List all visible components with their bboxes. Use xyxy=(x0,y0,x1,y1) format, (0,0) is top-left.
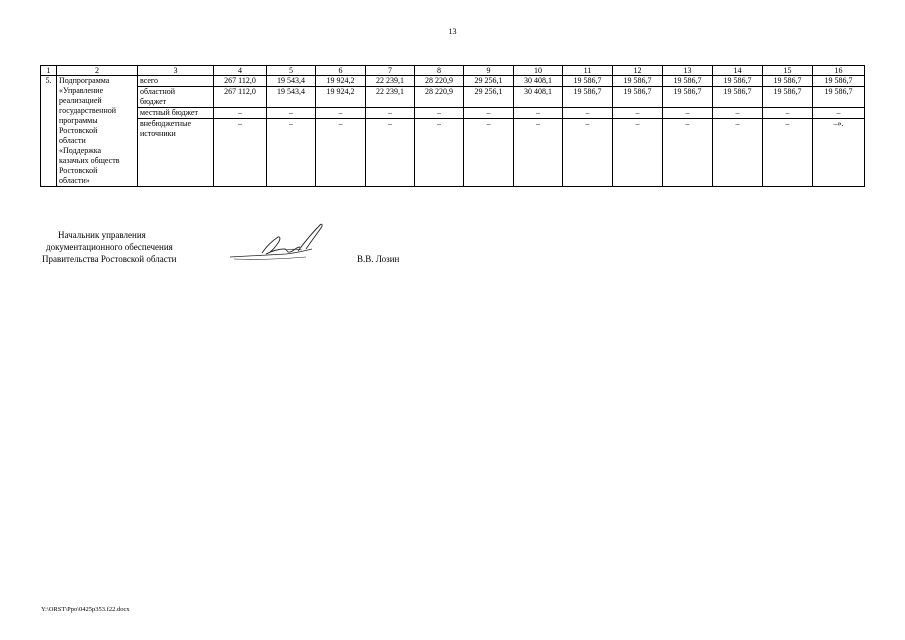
value-cell: – xyxy=(464,119,514,187)
value-cell: 19 586,7 xyxy=(713,76,763,87)
program-name-cell xyxy=(57,76,138,187)
funding-source-cell-line: внебюджетные xyxy=(140,119,191,128)
value-cell: – xyxy=(713,108,763,119)
value-cell: 19 586,7 xyxy=(613,87,663,108)
value-cell: – xyxy=(514,108,563,119)
program-name-cell-line: программы xyxy=(59,116,98,125)
value-cell: 19 586,7 xyxy=(763,76,813,87)
value-cell: – xyxy=(663,108,713,119)
value-cell: 267 112,0 xyxy=(214,87,267,108)
value-cell: – xyxy=(763,108,813,119)
value-cell: 19 586,7 xyxy=(613,76,663,87)
column-number-header: 13 xyxy=(663,66,713,76)
value-cell: 19 586,7 xyxy=(663,76,713,87)
value-cell: 19 586,7 xyxy=(763,87,813,108)
signatory-name: В.В. Лозин xyxy=(357,254,400,264)
value-cell: 19 543,4 xyxy=(267,87,316,108)
value-cell: – xyxy=(563,119,613,187)
value-cell: – xyxy=(214,119,267,187)
funding-source-cell-line: областной xyxy=(140,87,176,96)
value-cell: – xyxy=(316,119,366,187)
table-row xyxy=(41,76,865,87)
value-cell: 19 586,7 xyxy=(663,87,713,108)
funding-source-cell xyxy=(138,87,214,108)
column-number-header: 3 xyxy=(138,66,214,76)
value-cell: – xyxy=(214,108,267,119)
page-number: 13 xyxy=(448,27,457,36)
value-cell: – xyxy=(366,108,415,119)
program-name-cell-line: Подпрограмма xyxy=(59,76,110,85)
value-cell: – xyxy=(415,108,464,119)
value-cell: 19 586,7 xyxy=(563,76,613,87)
funding-source-cell-line: источники xyxy=(140,129,176,138)
column-number-header: 4 xyxy=(214,66,267,76)
funding-source-cell-line: всего xyxy=(140,76,159,85)
value-cell: 28 220,9 xyxy=(415,87,464,108)
column-number-header: 5 xyxy=(267,66,316,76)
program-name-cell-line: «Поддержка xyxy=(59,146,102,155)
column-number-header: 7 xyxy=(366,66,415,76)
funding-source-cell xyxy=(138,119,214,187)
value-cell: – xyxy=(763,119,813,187)
value-cell: – xyxy=(663,119,713,187)
value-cell: – xyxy=(464,108,514,119)
column-number-header: 11 xyxy=(563,66,613,76)
column-number-header: 9 xyxy=(464,66,514,76)
signature-title-line-3: Правительства Ростовской области xyxy=(42,254,177,264)
signature-title-line-2: документационного обеспечения xyxy=(46,242,173,252)
funding-source-cell xyxy=(138,76,214,87)
value-cell: – xyxy=(813,108,865,119)
column-number-header: 10 xyxy=(514,66,563,76)
program-name-cell-line: казачьих обществ xyxy=(59,156,120,165)
table-row xyxy=(41,108,865,119)
table-row xyxy=(41,119,865,187)
value-cell: 19 543,4 xyxy=(267,76,316,87)
value-cell: 19 586,7 xyxy=(813,87,865,108)
handwritten-signature-image xyxy=(226,219,336,269)
value-cell: 30 408,1 xyxy=(514,76,563,87)
file-path: Y:\ORST\Ppo\0425p353.f22.docx xyxy=(41,606,130,613)
value-cell: – xyxy=(613,119,663,187)
value-cell: 19 586,7 xyxy=(563,87,613,108)
program-name-cell-line: Ростовской xyxy=(59,166,98,175)
funding-source-cell-line: местный бюджет xyxy=(140,108,198,117)
value-cell: –». xyxy=(813,119,865,187)
signature-title-line-1: Начальник управления xyxy=(58,230,146,240)
table-header-row xyxy=(41,66,865,76)
column-number-header: 15 xyxy=(763,66,813,76)
value-cell: 30 408,1 xyxy=(514,87,563,108)
value-cell: 267 112,0 xyxy=(214,76,267,87)
column-number-header: 8 xyxy=(415,66,464,76)
value-cell: – xyxy=(366,119,415,187)
value-cell: 19 586,7 xyxy=(713,87,763,108)
column-number-header: 1 xyxy=(41,66,57,76)
column-number-header: 6 xyxy=(316,66,366,76)
value-cell: – xyxy=(613,108,663,119)
value-cell: 19 924,2 xyxy=(316,76,366,87)
value-cell: – xyxy=(563,108,613,119)
value-cell: 22 239,1 xyxy=(366,76,415,87)
funding-source-cell-line: бюджет xyxy=(140,97,167,106)
value-cell: 19 924,2 xyxy=(316,87,366,108)
value-cell: – xyxy=(267,119,316,187)
program-name-cell-line: области xyxy=(59,136,86,145)
row-number-cell: 5. xyxy=(41,76,57,187)
table-row xyxy=(41,87,865,108)
funding-source-cell xyxy=(138,108,214,119)
program-name-cell-line: реализацией xyxy=(59,96,102,105)
value-cell: – xyxy=(415,119,464,187)
value-cell: – xyxy=(316,108,366,119)
value-cell: 19 586,7 xyxy=(813,76,865,87)
column-number-header: 2 xyxy=(57,66,138,76)
value-cell: 22 239,1 xyxy=(366,87,415,108)
column-number-header: 16 xyxy=(813,66,865,76)
program-name-cell-line: Ростовской xyxy=(59,126,98,135)
value-cell: 29 256,1 xyxy=(464,87,514,108)
value-cell: – xyxy=(514,119,563,187)
program-name-cell-line: «Управление xyxy=(59,86,104,95)
value-cell: – xyxy=(713,119,763,187)
program-name-cell-line: области» xyxy=(59,176,90,185)
column-number-header: 12 xyxy=(613,66,663,76)
value-cell: 28 220,9 xyxy=(415,76,464,87)
budget-table xyxy=(40,65,865,187)
program-name-cell-line: государственной xyxy=(59,106,117,115)
column-number-header: 14 xyxy=(713,66,763,76)
value-cell: 29 256,1 xyxy=(464,76,514,87)
value-cell: – xyxy=(267,108,316,119)
